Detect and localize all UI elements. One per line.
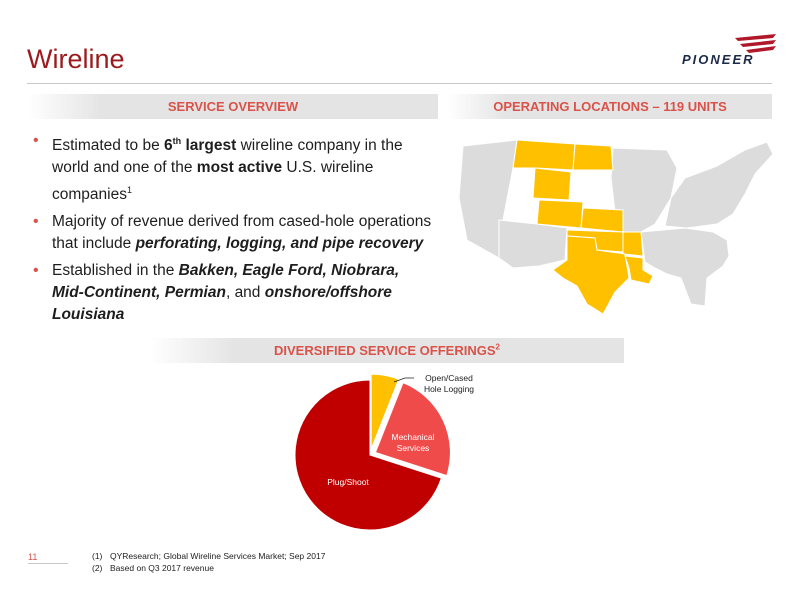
map-north-dakota: [573, 144, 613, 170]
bullet-item: • Established in the Bakken, Eagle Ford, Niobrara, Mid-Continent, Permian, and onshore/offshore Louisiana: [30, 260, 435, 326]
operating-locations-header: OPERATING LOCATIONS – 119 UNITS: [448, 94, 772, 119]
map-arkansas: [623, 232, 643, 256]
service-overview-header: SERVICE OVERVIEW: [28, 94, 438, 119]
footnote-item: (1) QYResearch; Global Wireline Services Market; Sep 2017: [92, 551, 326, 561]
footnotes: [92, 550, 325, 574]
map-kansas: [581, 208, 623, 232]
us-map: [455, 128, 780, 333]
page-number-rule: [28, 563, 68, 564]
page-number: 11: [28, 552, 38, 562]
service-offerings-pie-chart: [290, 370, 510, 540]
bullet-item: • Estimated to be 6th largest wireline company in the world and one of the most active U.S. wireline companies$^1$: [30, 130, 435, 206]
pie-label-plug-shoot: Plug/Shoot: [327, 477, 369, 487]
map-southeast: [641, 228, 729, 306]
service-offerings-header: DIVERSIFIED SERVICE OFFERINGS$^2$: [150, 338, 624, 363]
bullet-item: • Majority of revenue derived from cased-hole operations that include perforating, logging, and pipe recovery: [30, 211, 435, 255]
page-title: Wireline: [27, 44, 125, 74]
map-northeast: [665, 142, 773, 228]
map-colorado: [537, 200, 583, 228]
map-southwest: [499, 220, 567, 268]
map-montana: [513, 140, 575, 170]
logo-text: PIONEER: [682, 52, 755, 67]
title-divider: [27, 83, 772, 84]
pie-label-open-cased: Open/Cased Hole Logging: [423, 373, 475, 394]
map-wyoming: [533, 168, 571, 200]
overview-bullets: [30, 130, 435, 331]
footnote-item: (2) Based on Q3 2017 revenue: [92, 563, 214, 573]
pie-label-mechanical: Mechanical Services: [391, 432, 435, 453]
